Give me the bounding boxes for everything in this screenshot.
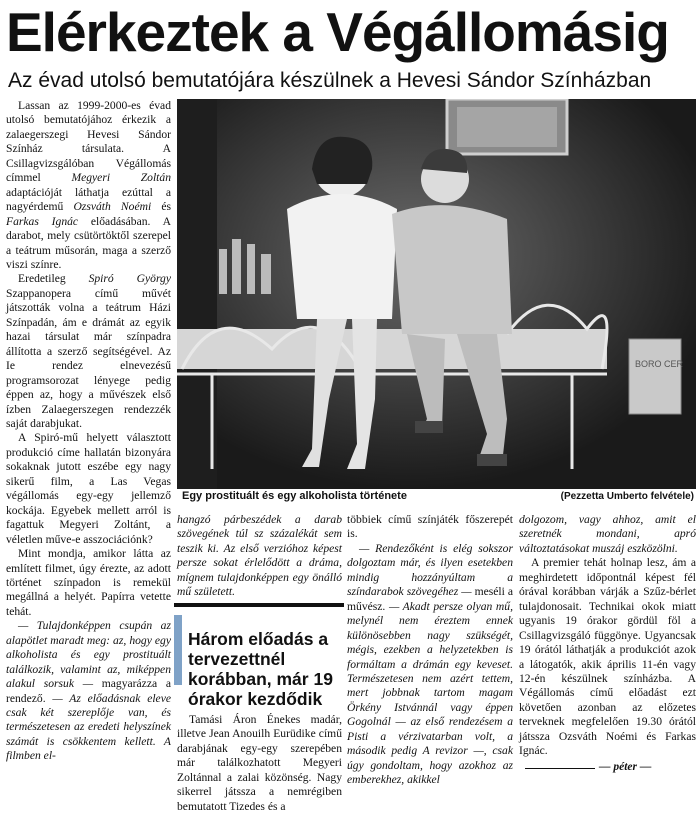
paragraph: hangzó párbeszédek a darab szövegének túl sz százalékát sem teszik ki. Az első verzióhoz képest persze sokat érlelődött a dráma, mígnem tulajdonképpen egy önálló mű született. bbox=[177, 513, 342, 599]
article-column-1 bbox=[6, 99, 171, 779]
paragraph: A Spiró-mű helyett választott produkció címe hallatán bizonyára sokaknak jutott eszébe egy nagy sikerű film, a Las Vegas végállomás egy-egy jellemző kockája. Egyebek mellett arról is fagattuk Megyeri Zoltánt, a véletlen műve-e asszociációnk? bbox=[6, 431, 171, 546]
paragraph: Mint mondja, amikor látta az említett filmet, úgy érezte, az adott történet színpadon is remekül megállná a helyét. Papírra vetette tehát. bbox=[6, 547, 171, 618]
headline: Elérkeztek a Végállomásig bbox=[6, 1, 669, 63]
stage-photo bbox=[177, 99, 696, 489]
paragraph: — Tulajdonképpen csupán az alapötlet maradt meg: az, hogy egy alkoholista és egy prostituált találkozik, valamint az, miképpen alakul sorsuk — magyarázza a rendező. — Az előadásnak eleve csak két szereplője van, és természetesen az eredeti helyszínek számát is csökkentem kellett. A filmben el- bbox=[6, 619, 171, 763]
crate-label: BORO CER bbox=[635, 359, 684, 369]
paragraph: — Rendezőként is elég sokszor dolgoztam már, és ilyen esetekben mindig hozzányúltam a színdarabok szövegéhez — meséli a művész. — Akadt persze olyan mű, melynél nem éreztem ennek különösebben nagy szükségét, mégis, ezekben a helyzetekben is formáltam a drámán egy keveset. Természetesen nem azért tettem, mert jobbnak tartom magam Örkény Istvánnál vagy éppen Gogolnál — az első rendezésem a Pisti a vérzivatarban volt, a második pedig A revizor —, csak úgy gondoltam, hogy azokhoz az emberekhez, akikkel bbox=[347, 541, 513, 787]
article-column-2b bbox=[177, 713, 342, 813]
photo-caption: Egy prostituált és egy alkoholista története bbox=[182, 490, 407, 502]
pullquote-box bbox=[174, 603, 344, 715]
paragraph: Lassan az 1999-2000-es évad utolsó bemutatójához érkezik a zalaegerszegi Hevesi Sándor Színház társulata. A Csillagvizsgálóban Végállomás címmel Megyeri Zoltán adaptációját láthatja ezúttal a nagyérdemű Ozsváth Noémi és Farkas Ignác előadásában. A darabot, mely csütörtöktől szerepel a teátrum műsorán, maga a szerző viszi színre. bbox=[6, 99, 171, 271]
paragraph: A premier tehát holnap lesz, ám a meghirdetett időpontnál képest fél órával korábban várják a Szűz-bérlet tulajdonosait. Technikai okok miatt ugyanis 19 órakor gördül föl a Csillagvizsgáló függönye. Ugyancsak 19 órától láthatják a produkciót azok a látogatók, akik április 11-én vagy 12-én készülnek színházba. A Végállomás című előadást ezt követően azonban az előzetes terveknek megfelelően 19.30 órától játssza Ozsváth Noémi és Farkas Ignác. bbox=[519, 556, 696, 758]
subheadline: Az évad utolsó bemutatójára készülnek a Hevesi Sándor Színházban bbox=[8, 69, 652, 92]
photo-credit: (Pezzetta Umberto felvétele) bbox=[560, 491, 694, 502]
signature-rule bbox=[525, 768, 595, 769]
stage-photo-image bbox=[177, 99, 696, 489]
paragraph: Tamási Áron Énekes madár, illetve Jean Anouilh Eurüdike című darabjának egy-egy szerepében már találkozhatott Megyeri Zoltánnal a zalai közönség. Nagy sikerrel játssza a nemrégiben bemutatott Tizedes és a bbox=[177, 713, 342, 813]
article-column-4 bbox=[519, 513, 696, 779]
paragraph: dolgozom, vagy ahhoz, amit el szeretnék mondani, apró változtatásokat muszáj eszközölni. bbox=[519, 513, 696, 555]
article-column-3 bbox=[347, 513, 513, 787]
paragraph: Eredetileg Spiró György Szappanopera című művét játszották volna a teátrum Házi Színpadán, ám e drámát az egyik hazai társulat már színpadra állította a szerző segítségével. Az Ie rendez elnevezésű programsorozat lényege pedig éppen az, hogy a művészek első ízben Zalaegerszegen rendezzék saját darabjukat. bbox=[6, 272, 171, 430]
paragraph: többiek című színjáték főszerepét is. bbox=[347, 513, 513, 541]
pullquote-text: Három előadás a tervezettnél korábban, már 19 órakor kezdődik bbox=[188, 629, 333, 709]
accent-bar bbox=[174, 615, 182, 685]
article-column-2 bbox=[177, 513, 342, 601]
author-signature: — péter — bbox=[599, 761, 652, 773]
